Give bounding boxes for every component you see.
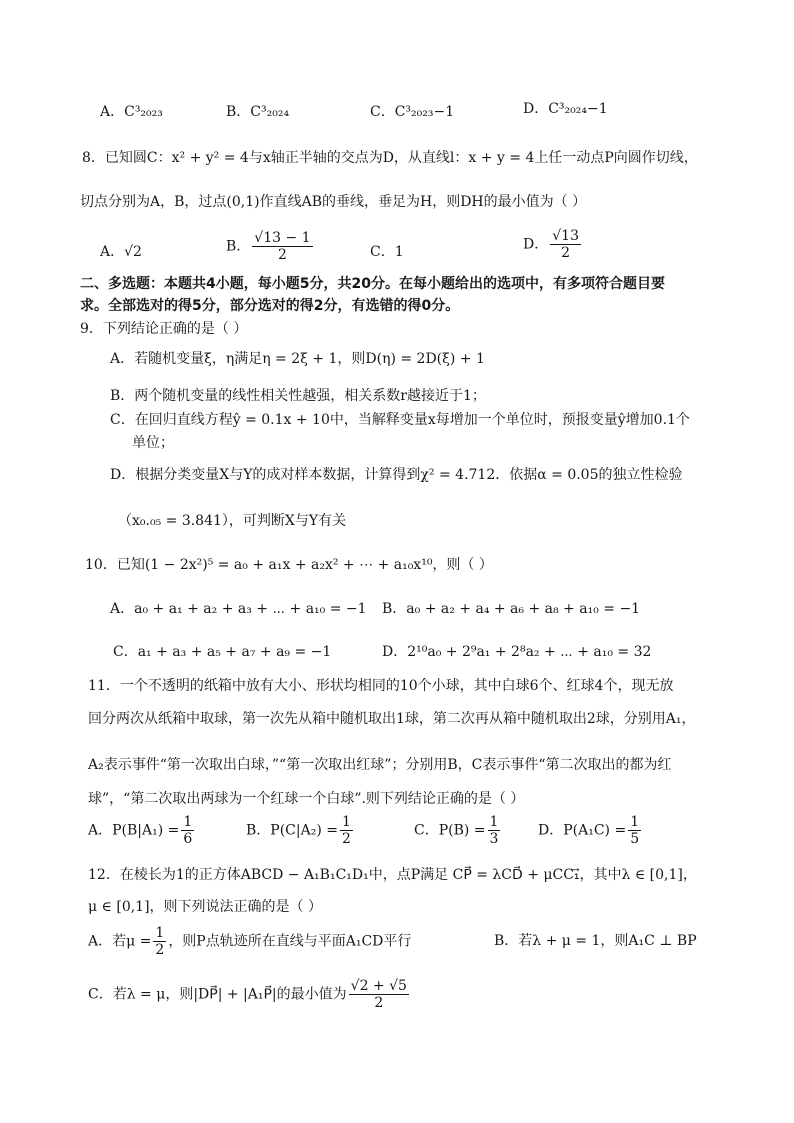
- denominator: 3: [489, 831, 499, 847]
- q10-option-a: A．a₀ + a₁ + a₂ + a₃ + ⋯ + a₁₀ = −1: [110, 601, 367, 617]
- option-label: C．若λ = μ，则|DP⃗| + |A₁P⃗|的最小值为: [88, 986, 347, 1003]
- q12-option-a: [88, 925, 411, 958]
- q10-stem: 10．已知(1 − 2x²)⁵ = a₀ + a₁x + a₂x² + ⋯ + a₁₀x¹⁰，则（ ）: [85, 557, 493, 573]
- q12-stem-line1: 12．在棱长为1的正方体ABCD − A₁B₁C₁D₁中，点P满足 CP⃗ = λCD⃗ + μCC₁⃗，其中λ ∈ [0,1]，: [88, 867, 697, 883]
- q8-option-d: [523, 228, 583, 261]
- denominator: 2: [561, 245, 571, 261]
- option-label: A．若μ =: [88, 933, 152, 950]
- numerator: 1: [630, 814, 640, 830]
- q11-stem-line1: 11．一个不透明的纸箱中放有大小、形状均相同的10个小球，其中白球6个、红球4个，现无放: [88, 678, 674, 694]
- q11-option-b: [246, 814, 355, 847]
- q8-option-b: [226, 230, 315, 263]
- q11-stem-line4: 球”，“第二次取出两球为一个红球一个白球”.则下列结论正确的是（ ）: [88, 791, 525, 807]
- q9-option-b: B．两个随机变量的线性相关性越强，相关系数r越接近于1；: [110, 388, 486, 404]
- denominator: 2: [341, 831, 351, 847]
- option-label: A．P(B|A₁) =: [88, 822, 180, 839]
- q9-option-a: A．若随机变量ξ，η满足η = 2ξ + 1，则D(η) = 2D(ξ) + 1: [110, 351, 485, 367]
- numerator: √13 − 1: [254, 230, 311, 246]
- denominator: 2: [155, 942, 165, 958]
- q10-option-c: C．a₁ + a₃ + a₅ + a₇ + a₉ = −1: [113, 644, 332, 660]
- q7-option-a: A．C³₂₀₂₃: [100, 104, 163, 120]
- numerator: 1: [341, 814, 351, 830]
- q11-stem-line2: 回分两次从纸箱中取球，第一次先从箱中随机取出1球，第二次再从箱中随机取出2球，分别用A₁，: [88, 711, 696, 727]
- q10-option-b: B．a₀ + a₂ + a₄ + a₆ + a₈ + a₁₀ = −1: [382, 601, 641, 617]
- numerator: √2 + √5: [350, 978, 407, 994]
- option-label: B．: [226, 238, 251, 255]
- q9-option-d-line1: D．根据分类变量X与Y的成对样本数据，计算得到χ² = 4.712．依据α = 0.05的独立性检验: [110, 467, 683, 483]
- fraction: [628, 814, 641, 847]
- fraction: [550, 228, 581, 261]
- q8-option-a: A．√2: [100, 244, 142, 260]
- q12-stem-line2: μ ∈ [0,1]，则下列说法正确的是（ ）: [88, 899, 323, 915]
- fraction: [252, 230, 312, 263]
- denominator: 2: [374, 995, 384, 1011]
- q9-option-c-line2: 单位；: [132, 435, 174, 451]
- denominator: 2: [277, 247, 287, 263]
- option-text: ，则P点轨迹所在直线与平面A₁CD平行: [168, 933, 412, 950]
- q12-option-c: [88, 978, 411, 1011]
- q7-option-c: C．C³₂₀₂₃−1: [370, 104, 455, 120]
- section2-heading-line2: 求。全部选对的得5分，部分选对的得2分，有选错的得0分。: [80, 298, 460, 314]
- option-label: D．: [523, 236, 549, 253]
- denominator: 5: [630, 831, 640, 847]
- option-label: C．P(B) =: [414, 822, 486, 839]
- q9-option-c-line1: C．在回归直线方程ŷ = 0.1x + 10中，当解释变量x每增加一个单位时，预报变量ŷ增加0.1个: [110, 412, 690, 428]
- q11-stem-line3: A₂表示事件“第一次取出白球，”“第一次取出红球”；分别用B，C表示事件“第二次取出的都为红: [88, 757, 672, 773]
- numerator: 1: [183, 814, 193, 830]
- q11-option-d: [538, 814, 643, 847]
- q9-stem: 9．下列结论正确的是（ ）: [80, 321, 248, 337]
- q10-option-d: D．2¹⁰a₀ + 2⁹a₁ + 2⁸a₂ + ⋯ + a₁₀ = 32: [382, 644, 652, 660]
- option-label: B．P(C|A₂) =: [246, 822, 338, 839]
- q9-option-d-line2: （x₀.₀₅ = 3.841），可判断X与Y有关: [118, 513, 347, 529]
- q8-stem-line2: 切点分别为A，B，过点(0,1)作直线AB的垂线，垂足为H，则DH的最小值为（ ）: [80, 194, 587, 210]
- numerator: 1: [489, 814, 499, 830]
- fraction: [153, 925, 166, 958]
- section2-heading-line1: 二、多选题：本题共4小题，每小题5分，共20分。在每小题给出的选项中，有多项符合题目要: [80, 276, 665, 292]
- q12-option-b: B．若λ + μ = 1，则A₁C ⊥ BP: [494, 933, 697, 949]
- numerator: 1: [155, 925, 165, 941]
- denominator: 6: [183, 831, 193, 847]
- option-label: D．P(A₁C) =: [538, 822, 627, 839]
- q8-option-c: C．1: [370, 244, 404, 260]
- q11-option-c: [414, 814, 502, 847]
- q7-option-d: D．C³₂₀₂₄−1: [523, 101, 608, 117]
- numerator: √13: [552, 228, 579, 244]
- q7-option-b: B．C³₂₀₂₄: [226, 104, 290, 120]
- q11-option-a: [88, 814, 196, 847]
- fraction: [340, 814, 353, 847]
- q8-stem-line1: 8．已知圆C：x² + y² = 4与x轴正半轴的交点为D，从直线l：x + y = 4上任一动点P向圆作切线，: [82, 150, 698, 166]
- fraction: [488, 814, 501, 847]
- fraction: [349, 978, 409, 1011]
- fraction: [181, 814, 194, 847]
